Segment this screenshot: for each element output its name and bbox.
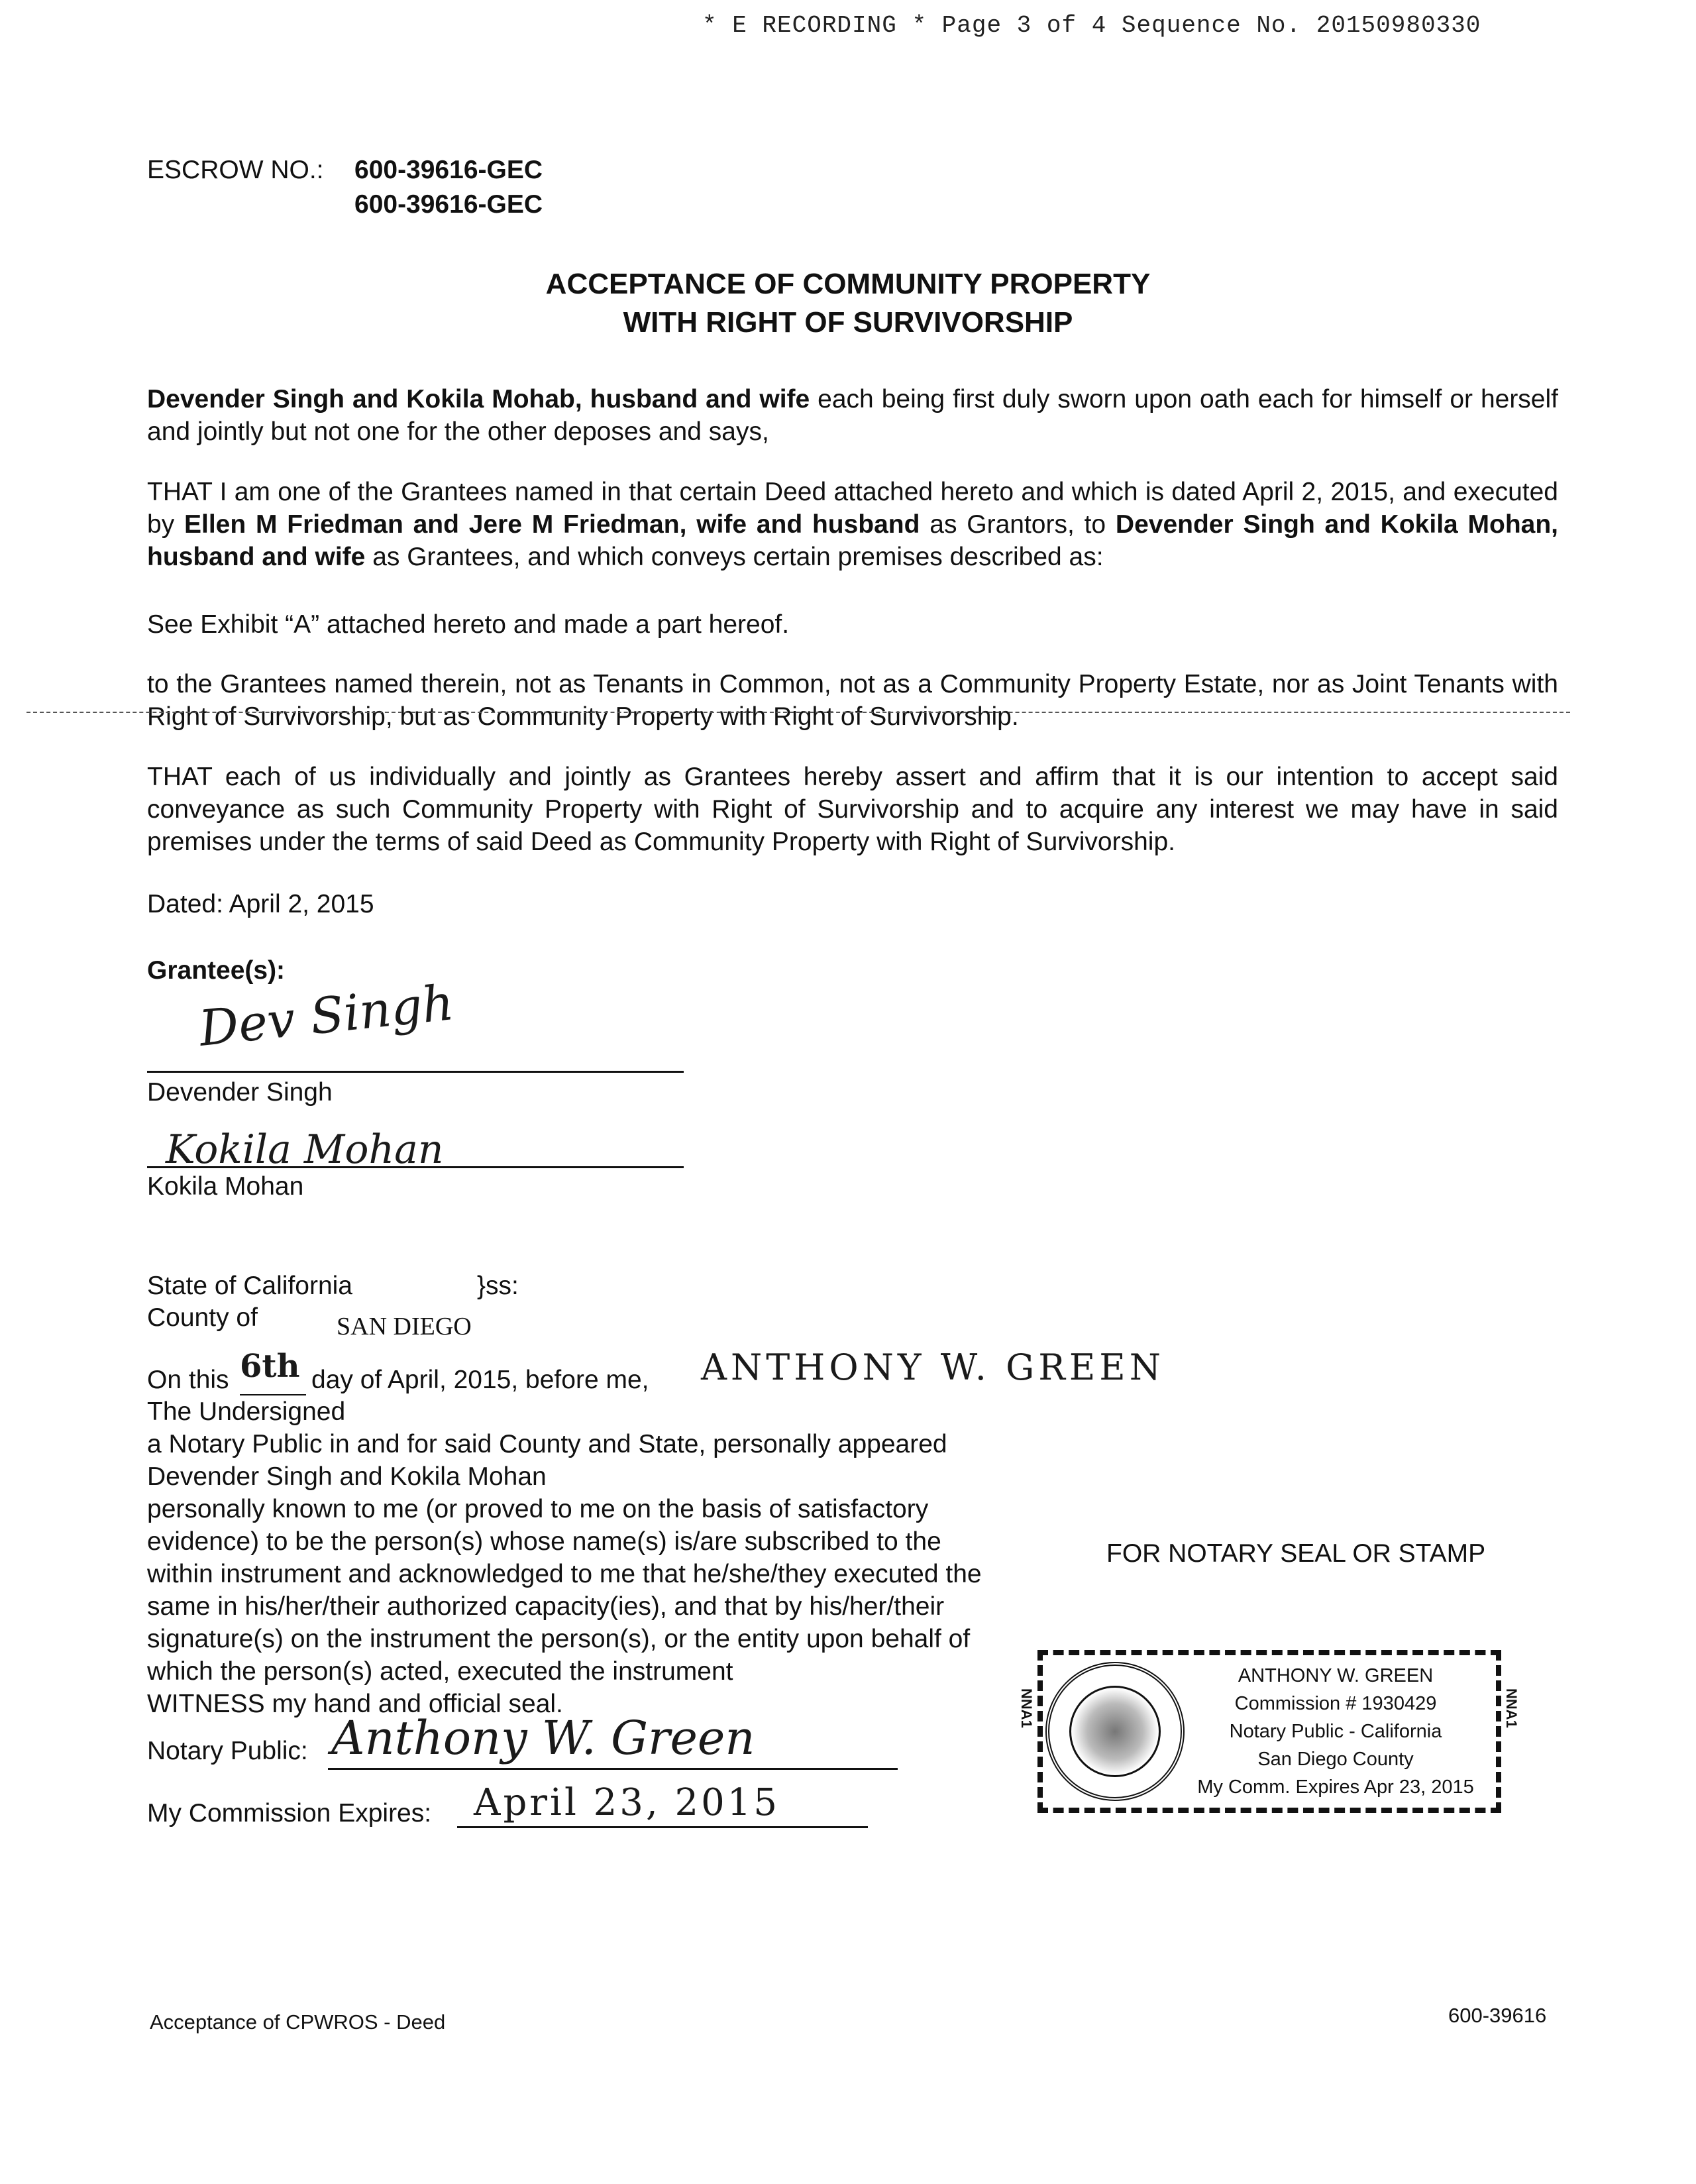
notary-public-label: Notary Public: [147,1737,308,1765]
signature-line-2 [147,1166,684,1168]
notary-line-6: which the person(s) acted, executed the instrument [147,1657,733,1686]
day-of-april-text: day of April, 2015, before me, [311,1366,649,1394]
devender-signature: Dev Singh [196,974,456,1058]
seal-notary-name: ANTHONY W. GREEN [1238,1665,1434,1686]
notary-line-4: same in his/her/their authorized capacity(ies), and that by his/her/their [147,1592,945,1621]
footer-left: Acceptance of CPWROS - Deed [150,2010,446,2034]
county-label: County of [147,1303,258,1332]
paragraph-oath [147,383,1558,448]
escrow-number-2: 600-39616-GEC [354,190,543,219]
oath-text: each being first duly sworn upon oath each for himself or herself and jointly but not one for the other deposes and says, [147,385,1558,446]
seal-title: Notary Public - California [1229,1721,1442,1742]
deed-text-a: THAT I am one of the Grantees named in that certain Deed attached hereto and which is dated April 2, 2015, and executed by [147,478,1558,539]
witness-line: WITNESS my hand and official seal. [147,1690,563,1718]
deed-text-e: as Grantees, and which conveys certain premises described as: [365,543,1104,571]
seal-expires: My Comm. Expires Apr 23, 2015 [1197,1776,1474,1798]
notary-seal-label: FOR NOTARY SEAL OR STAMP [1106,1539,1486,1568]
notary-seal-stamp [1018,1650,1520,1813]
grantors-bold: Ellen M Friedman and Jere M Friedman, wife and husband [184,510,920,539]
notary-line-1: personally known to me (or proved to me on the basis of satisfactory [147,1495,929,1523]
notary-name-handwritten: ANTHONY W. GREEN [701,1346,1165,1388]
escrow-number-1: 600-39616-GEC [354,156,543,184]
expires-line [457,1826,868,1828]
title-line-1: ACCEPTANCE OF COMMUNITY PROPERTY [545,268,1151,300]
notary-signature-line [328,1768,898,1770]
paragraph-affirm: THAT each of us individually and jointly as Grantees hereby assert and affirm that it is our intention to accept said conveyance as such Community Property with Right of Survivorship and to acquire any interest we may have in said premises under the terms of said Deed as Community Property with Right of Survivorship. [147,763,1558,856]
seal-side-left: NNA1 [1018,1688,1035,1728]
grantees-heading: Grantee(s): [147,956,286,985]
kokila-name: Kokila Mohan [147,1172,304,1201]
appeared-names: Devender Singh and Kokila Mohan [147,1462,547,1491]
deed-text-c: as Grantors, to [920,510,1116,539]
day-handwritten: 6th [240,1348,300,1385]
notary-line-5: signature(s) on the instrument the person(s), or the entity upon behalf of [147,1625,971,1653]
notary-line-3: within instrument and acknowledged to me that he/she/they executed the [147,1560,982,1588]
escrow-label: ESCROW NO.: [147,156,324,184]
commission-expires-handwritten: April 23, 2015 [474,1781,780,1824]
seal-side-right: NNA1 [1503,1688,1520,1728]
grantees-names-bold: Devender Singh and Kokila Mohan, husband and wife [147,510,1558,571]
notary-line-2: evidence) to be the person(s) whose name(s) is/are subscribed to the [147,1527,941,1556]
dated-line: Dated: April 2, 2015 [147,890,374,918]
footer-right: 600-39616 [1448,2004,1547,2027]
state-seal-center [1069,1686,1161,1777]
notary-public-signature: Anthony W. Green [331,1711,755,1765]
seal-commission: Commission # 1930429 [1234,1693,1437,1714]
recording-header: * E RECORDING * Page 3 of 4 Sequence No. 20150980330 [702,12,1481,39]
seal-county: San Diego County [1257,1749,1414,1770]
paragraph-tenancy: to the Grantees named therein, not as Tenants in Common, not as a Community Property Estate, nor as Joint Tenants with Right of Survivorship, but as Community Property with Right of Survivorship. [147,670,1558,731]
county-value: SAN DIEGO [337,1313,472,1340]
signature-line-1 [147,1071,684,1073]
devender-name: Devender Singh [147,1078,333,1107]
on-this-label: On this [147,1366,229,1394]
state-label: State of California [147,1272,353,1300]
kokila-signature: Kokila Mohan [166,1126,444,1173]
paragraph-deed [147,476,1558,573]
notary-line-a: a Notary Public in and for said County and State, personally appeared [147,1430,947,1458]
paragraph-exhibit: See Exhibit “A” attached hereto and made a part hereof. [147,610,790,639]
undersigned-text: The Undersigned [147,1397,346,1426]
scan-artifact-line [26,712,1570,713]
state-seal-emblem [1045,1662,1185,1801]
title-line-2: WITH RIGHT OF SURVIVORSHIP [623,306,1073,339]
commission-expires-label: My Commission Expires: [147,1799,432,1828]
ss-label: }ss: [477,1272,519,1300]
grantees-bold: Devender Singh and Kokila Mohab, husband and wife [147,385,810,413]
